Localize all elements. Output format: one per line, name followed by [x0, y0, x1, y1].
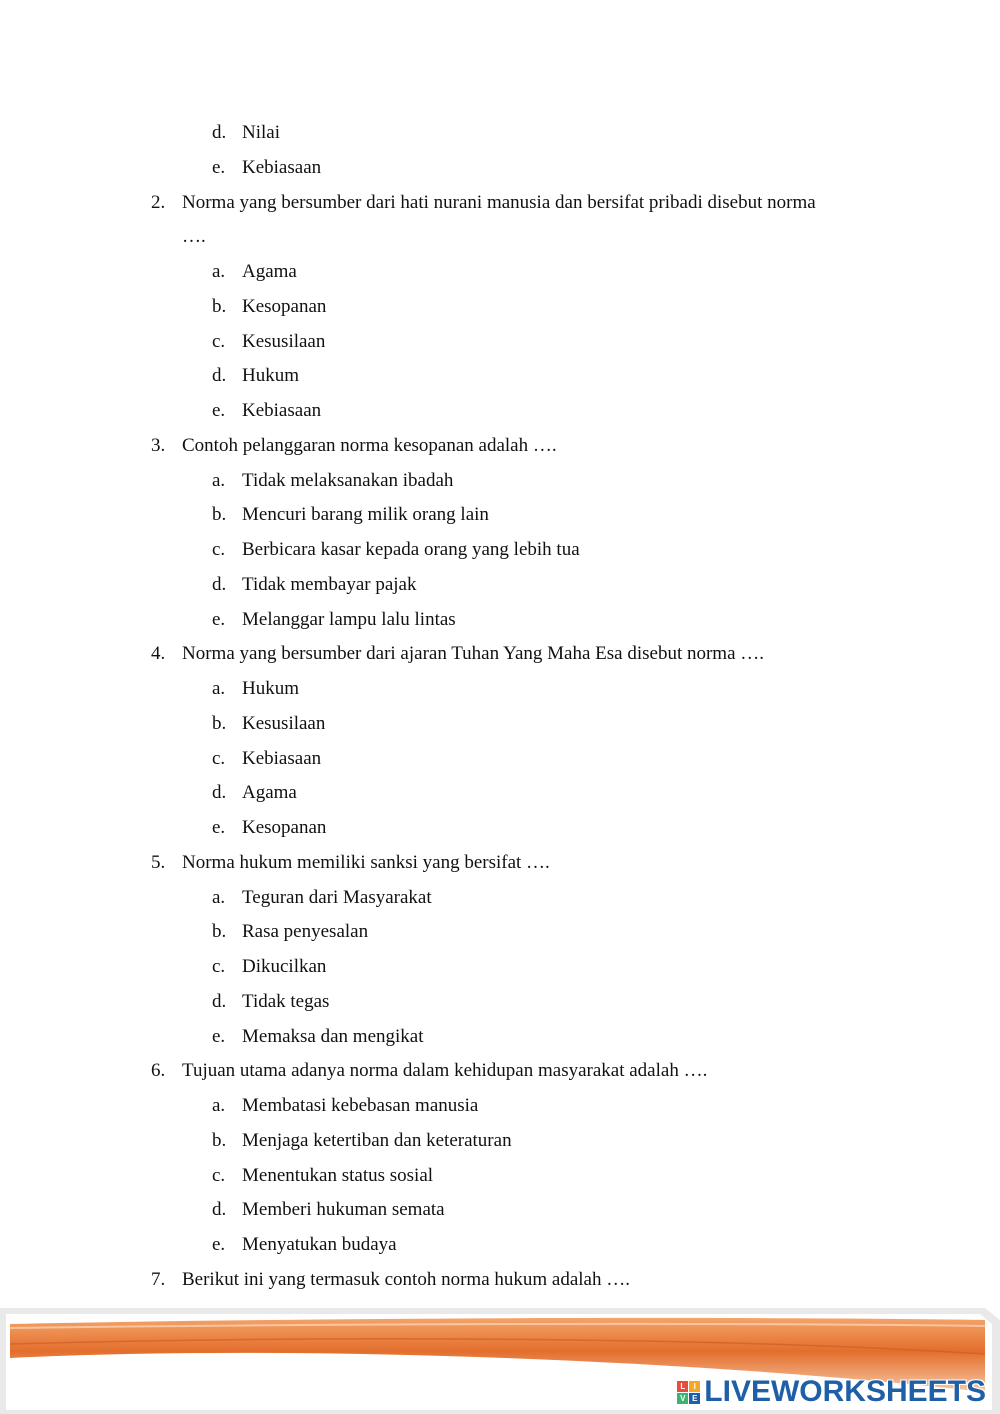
option-text: Memberi hukuman semata: [242, 1199, 445, 1221]
option-letter: b.: [212, 921, 227, 943]
option-letter: e.: [212, 608, 226, 630]
option-text: Membatasi kebebasan manusia: [242, 1095, 479, 1116]
option-letter: b.: [212, 1129, 227, 1151]
option-letter: e.: [212, 1234, 226, 1255]
option-text: Tidak membayar pajak: [242, 573, 417, 595]
option-text: Melanggar lampu lalu lintas: [242, 608, 456, 630]
option-letter: c.: [212, 539, 226, 560]
question-number: 2.: [151, 191, 166, 213]
question-number: 5.: [151, 851, 166, 873]
question-text-continued: ….: [182, 226, 206, 248]
option-text: Agama: [242, 261, 297, 282]
option-letter: b.: [212, 712, 227, 734]
option-text: Dikucilkan: [242, 956, 327, 977]
option-text: Menyatukan budaya: [242, 1234, 397, 1255]
option-letter: d.: [212, 1199, 227, 1221]
question-text: Berikut ini yang termasuk contoh norma hukum adalah ….: [182, 1268, 630, 1290]
option-letter: a.: [212, 469, 226, 491]
option-text: Rasa penyesalan: [242, 921, 369, 943]
option-letter: d.: [212, 122, 227, 143]
question-text: Norma yang bersumber dari ajaran Tuhan Yang Maha Esa disebut norma ….: [182, 643, 765, 665]
option-text: Kesopanan: [242, 295, 327, 317]
option-letter: d.: [212, 990, 227, 1012]
option-text: Tidak tegas: [242, 990, 330, 1012]
option-letter: a.: [212, 1095, 226, 1116]
question-text: Norma yang bersumber dari hati nurani manusia dan bersifat pribadi disebut norma: [182, 191, 816, 213]
logo-tile: L: [677, 1381, 688, 1392]
liveworksheets-logo[interactable]: [677, 1374, 986, 1410]
option-text: Memaksa dan mengikat: [242, 1025, 424, 1047]
option-text: Agama: [242, 782, 297, 804]
option-letter: a.: [212, 678, 226, 699]
option-text: Kebiasaan: [242, 156, 322, 178]
option-letter: e.: [212, 1025, 226, 1047]
option-letter: b.: [212, 295, 227, 317]
option-letter: b.: [212, 504, 227, 526]
option-text: Hukum: [242, 365, 299, 387]
option-letter: c.: [212, 1164, 226, 1186]
option-letter: d.: [212, 573, 227, 595]
question-number: 6.: [151, 1060, 166, 1082]
option-text: Teguran dari Masyarakat: [242, 886, 432, 908]
option-letter: c.: [212, 747, 226, 769]
question-number: 4.: [151, 643, 166, 665]
logo-tile: V: [677, 1393, 688, 1404]
question-number: 7.: [151, 1268, 166, 1290]
option-text: Kesusilaan: [242, 712, 326, 734]
option-letter: e.: [212, 817, 226, 838]
liveworksheets-grid-icon: [677, 1381, 700, 1404]
option-text: Berbicara kasar kepada orang yang lebih tua: [242, 539, 580, 560]
option-letter: a.: [212, 886, 226, 908]
option-text: Kebiasaan: [242, 747, 322, 769]
question-text: Norma hukum memiliki sanksi yang bersifat ….: [182, 851, 550, 873]
option-letter: c.: [212, 956, 226, 977]
option-text: Menentukan status sosial: [242, 1164, 434, 1186]
question-text: Contoh pelanggaran norma kesopanan adalah ….: [182, 434, 557, 456]
option-text: Menjaga ketertiban dan keteraturan: [242, 1129, 512, 1151]
option-text: Tidak melaksanakan ibadah: [242, 469, 454, 491]
question-text: Tujuan utama adanya norma dalam kehidupan masyarakat adalah ….: [182, 1060, 708, 1082]
option-letter: e.: [212, 156, 226, 178]
option-letter: d.: [212, 365, 227, 387]
logo-tile: E: [689, 1393, 700, 1404]
option-letter: e.: [212, 400, 226, 421]
option-text: Nilai: [242, 122, 280, 143]
option-letter: d.: [212, 782, 227, 804]
option-letter: a.: [212, 261, 226, 282]
option-text: Hukum: [242, 678, 299, 699]
option-text: Mencuri barang milik orang lain: [242, 504, 489, 526]
brand-name: LIVEWORKSHEETS: [704, 1375, 986, 1408]
option-text: Kesusilaan: [242, 330, 326, 352]
option-text: Kesopanan: [242, 817, 327, 838]
option-letter: c.: [212, 330, 226, 352]
option-text: Kebiasaan: [242, 400, 322, 421]
logo-tile: I: [689, 1381, 700, 1392]
question-number: 3.: [151, 434, 166, 456]
